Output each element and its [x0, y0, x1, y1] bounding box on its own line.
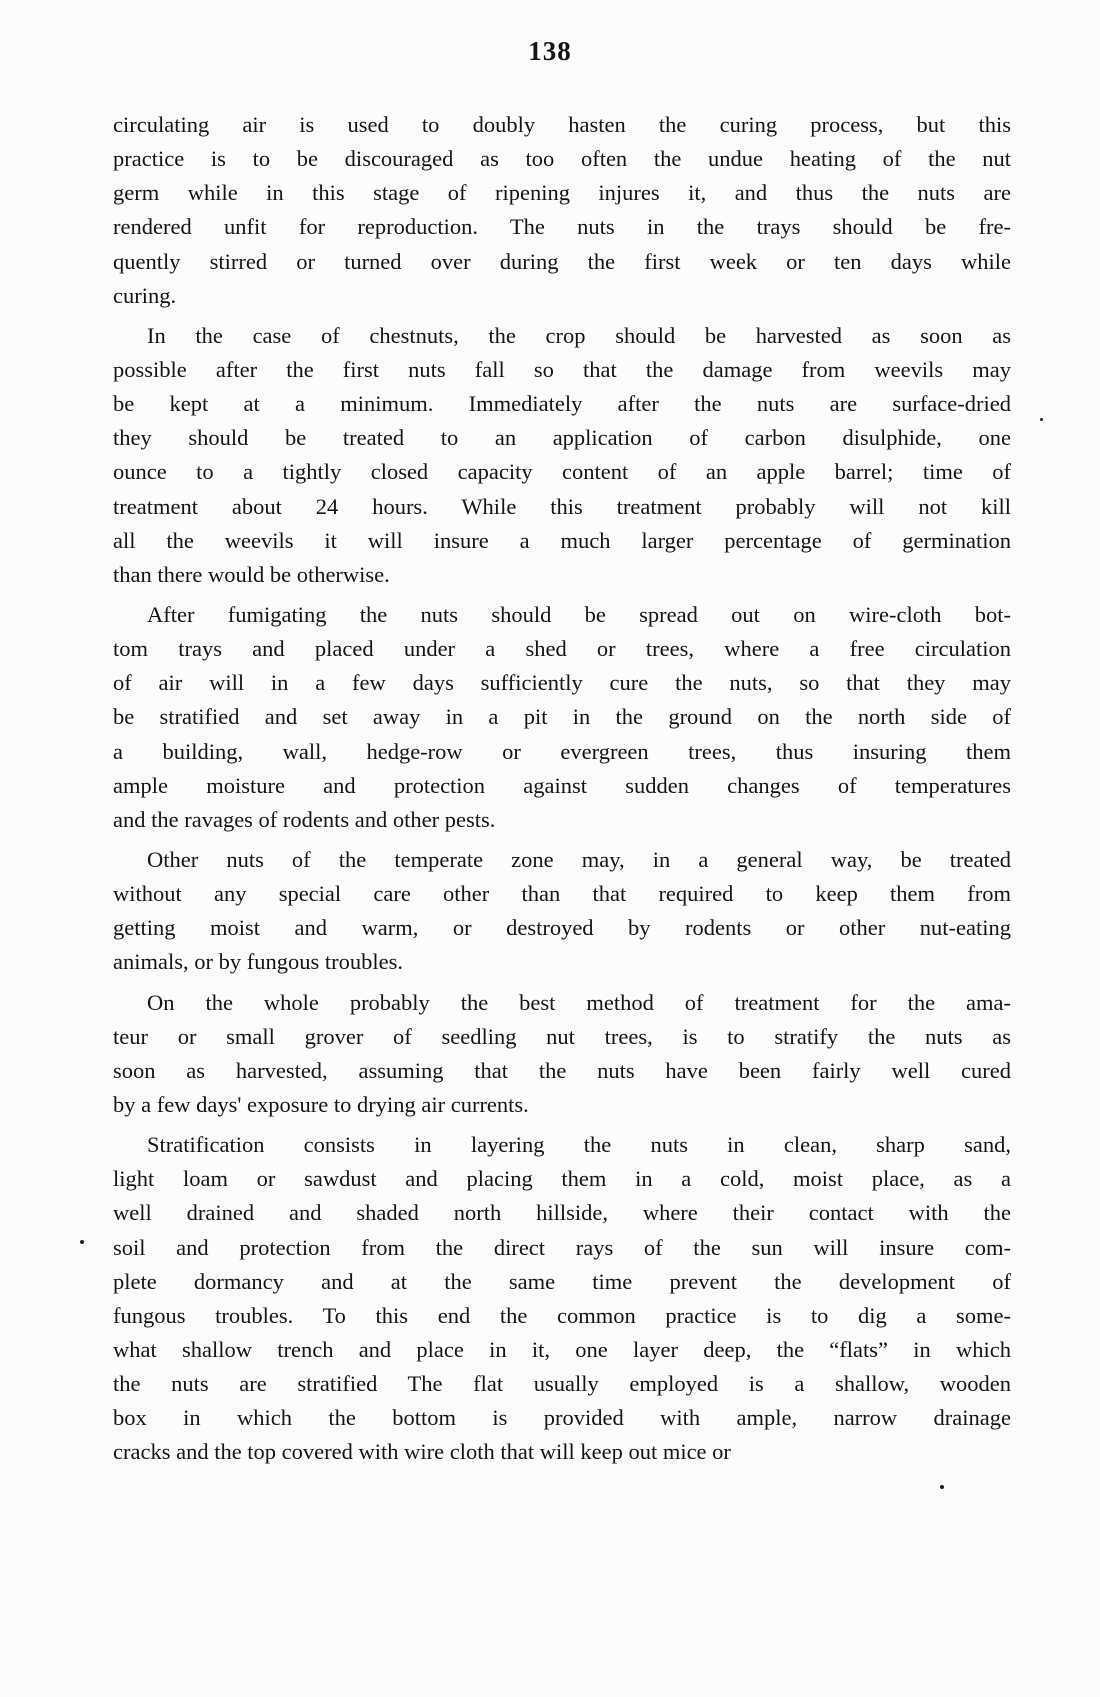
text-line: Stratification consists in layering the nuts in clean, sharp sand, [147, 1132, 1011, 1158]
text-line: germ while in this stage of ripening injures it, and thus the nuts are [113, 180, 1011, 206]
text-line: the nuts are stratified The flat usually employed is a shallow, wooden [113, 1371, 1011, 1397]
text-line: ounce to a tightly closed capacity content of an apple barrel; time of [113, 459, 1011, 485]
paragraph [113, 319, 1011, 592]
page-number: 138 [528, 36, 572, 66]
text-line: they should be treated to an application of carbon disulphide, one [113, 425, 1011, 451]
print-speck [80, 1240, 84, 1244]
text-line: and the ravages of rodents and other pests. [113, 806, 496, 832]
text-line: without any special care other than that required to keep them from [113, 881, 1011, 907]
print-speck [940, 1485, 944, 1489]
text-line: what shallow trench and place in it, one layer deep, the “flats” in which [113, 1336, 1011, 1362]
paragraph [113, 986, 1011, 1123]
body-text [113, 108, 1011, 1469]
text-line: than there would be otherwise. [113, 561, 390, 587]
text-line: a building, wall, hedge-row or evergreen trees, thus insuring them [113, 738, 1011, 764]
paragraph [113, 108, 1011, 313]
text-line: soil and protection from the direct rays of the sun will insure com- [113, 1234, 1011, 1260]
text-line: rendered unfit for reproduction. The nuts in the trays should be fre- [113, 214, 1011, 240]
text-line: quently stirred or turned over during the first week or ten days while [113, 248, 1011, 274]
print-speck [1040, 418, 1043, 421]
text-line: teur or small grover of seedling nut trees, is to stratify the nuts as [113, 1023, 1011, 1049]
text-line: cracks and the top covered with wire cloth that will keep out mice or [113, 1439, 731, 1465]
text-line: curing. [113, 282, 177, 308]
text-line: possible after the first nuts fall so that the damage from weevils may [113, 356, 1011, 382]
text-line: ample moisture and protection against sudden changes of temperatures [113, 772, 1011, 798]
text-line: Other nuts of the temperate zone may, in a general way, be treated [147, 846, 1011, 872]
text-line: light loam or sawdust and placing them in a cold, moist place, as a [113, 1166, 1011, 1192]
text-line: fungous troubles. To this end the common practice is to dig a some- [113, 1302, 1011, 1328]
text-line: On the whole probably the best method of treatment for the ama- [147, 989, 1011, 1015]
text-line: practice is to be discouraged as too often the undue heating of the nut [113, 146, 1011, 172]
text-line: plete dormancy and at the same time prevent the development of [113, 1268, 1011, 1294]
text-line: soon as harvested, assuming that the nuts have been fairly well cured [113, 1057, 1011, 1083]
text-line: by a few days' exposure to drying air currents. [113, 1091, 529, 1117]
text-line: treatment about 24 hours. While this treatment probably will not kill [113, 493, 1011, 519]
text-line: all the weevils it will insure a much larger percentage of germination [113, 527, 1011, 553]
text-line: getting moist and warm, or destroyed by rodents or other nut-eating [113, 915, 1011, 941]
paragraph [113, 843, 1011, 980]
text-line: In the case of chestnuts, the crop should be harvested as soon as [147, 322, 1011, 348]
text-line: tom trays and placed under a shed or trees, where a free circulation [113, 636, 1011, 662]
text-line: animals, or by fungous troubles. [113, 949, 403, 975]
paragraph [113, 598, 1011, 837]
text-line: be kept at a minimum. Immediately after the nuts are surface-dried [113, 391, 1011, 417]
text-line: well drained and shaded north hillside, where their contact with the [113, 1200, 1011, 1226]
text-line: box in which the bottom is provided with ample, narrow drainage [113, 1405, 1011, 1431]
text-line: of air will in a few days sufficiently cure the nuts, so that they may [113, 670, 1011, 696]
text-line: After fumigating the nuts should be spread out on wire-cloth bot- [147, 601, 1011, 627]
text-line: circulating air is used to doubly hasten the curing process, but this [113, 112, 1011, 137]
paragraph [113, 1128, 1011, 1469]
text-line: be stratified and set away in a pit in the ground on the north side of [113, 704, 1011, 730]
